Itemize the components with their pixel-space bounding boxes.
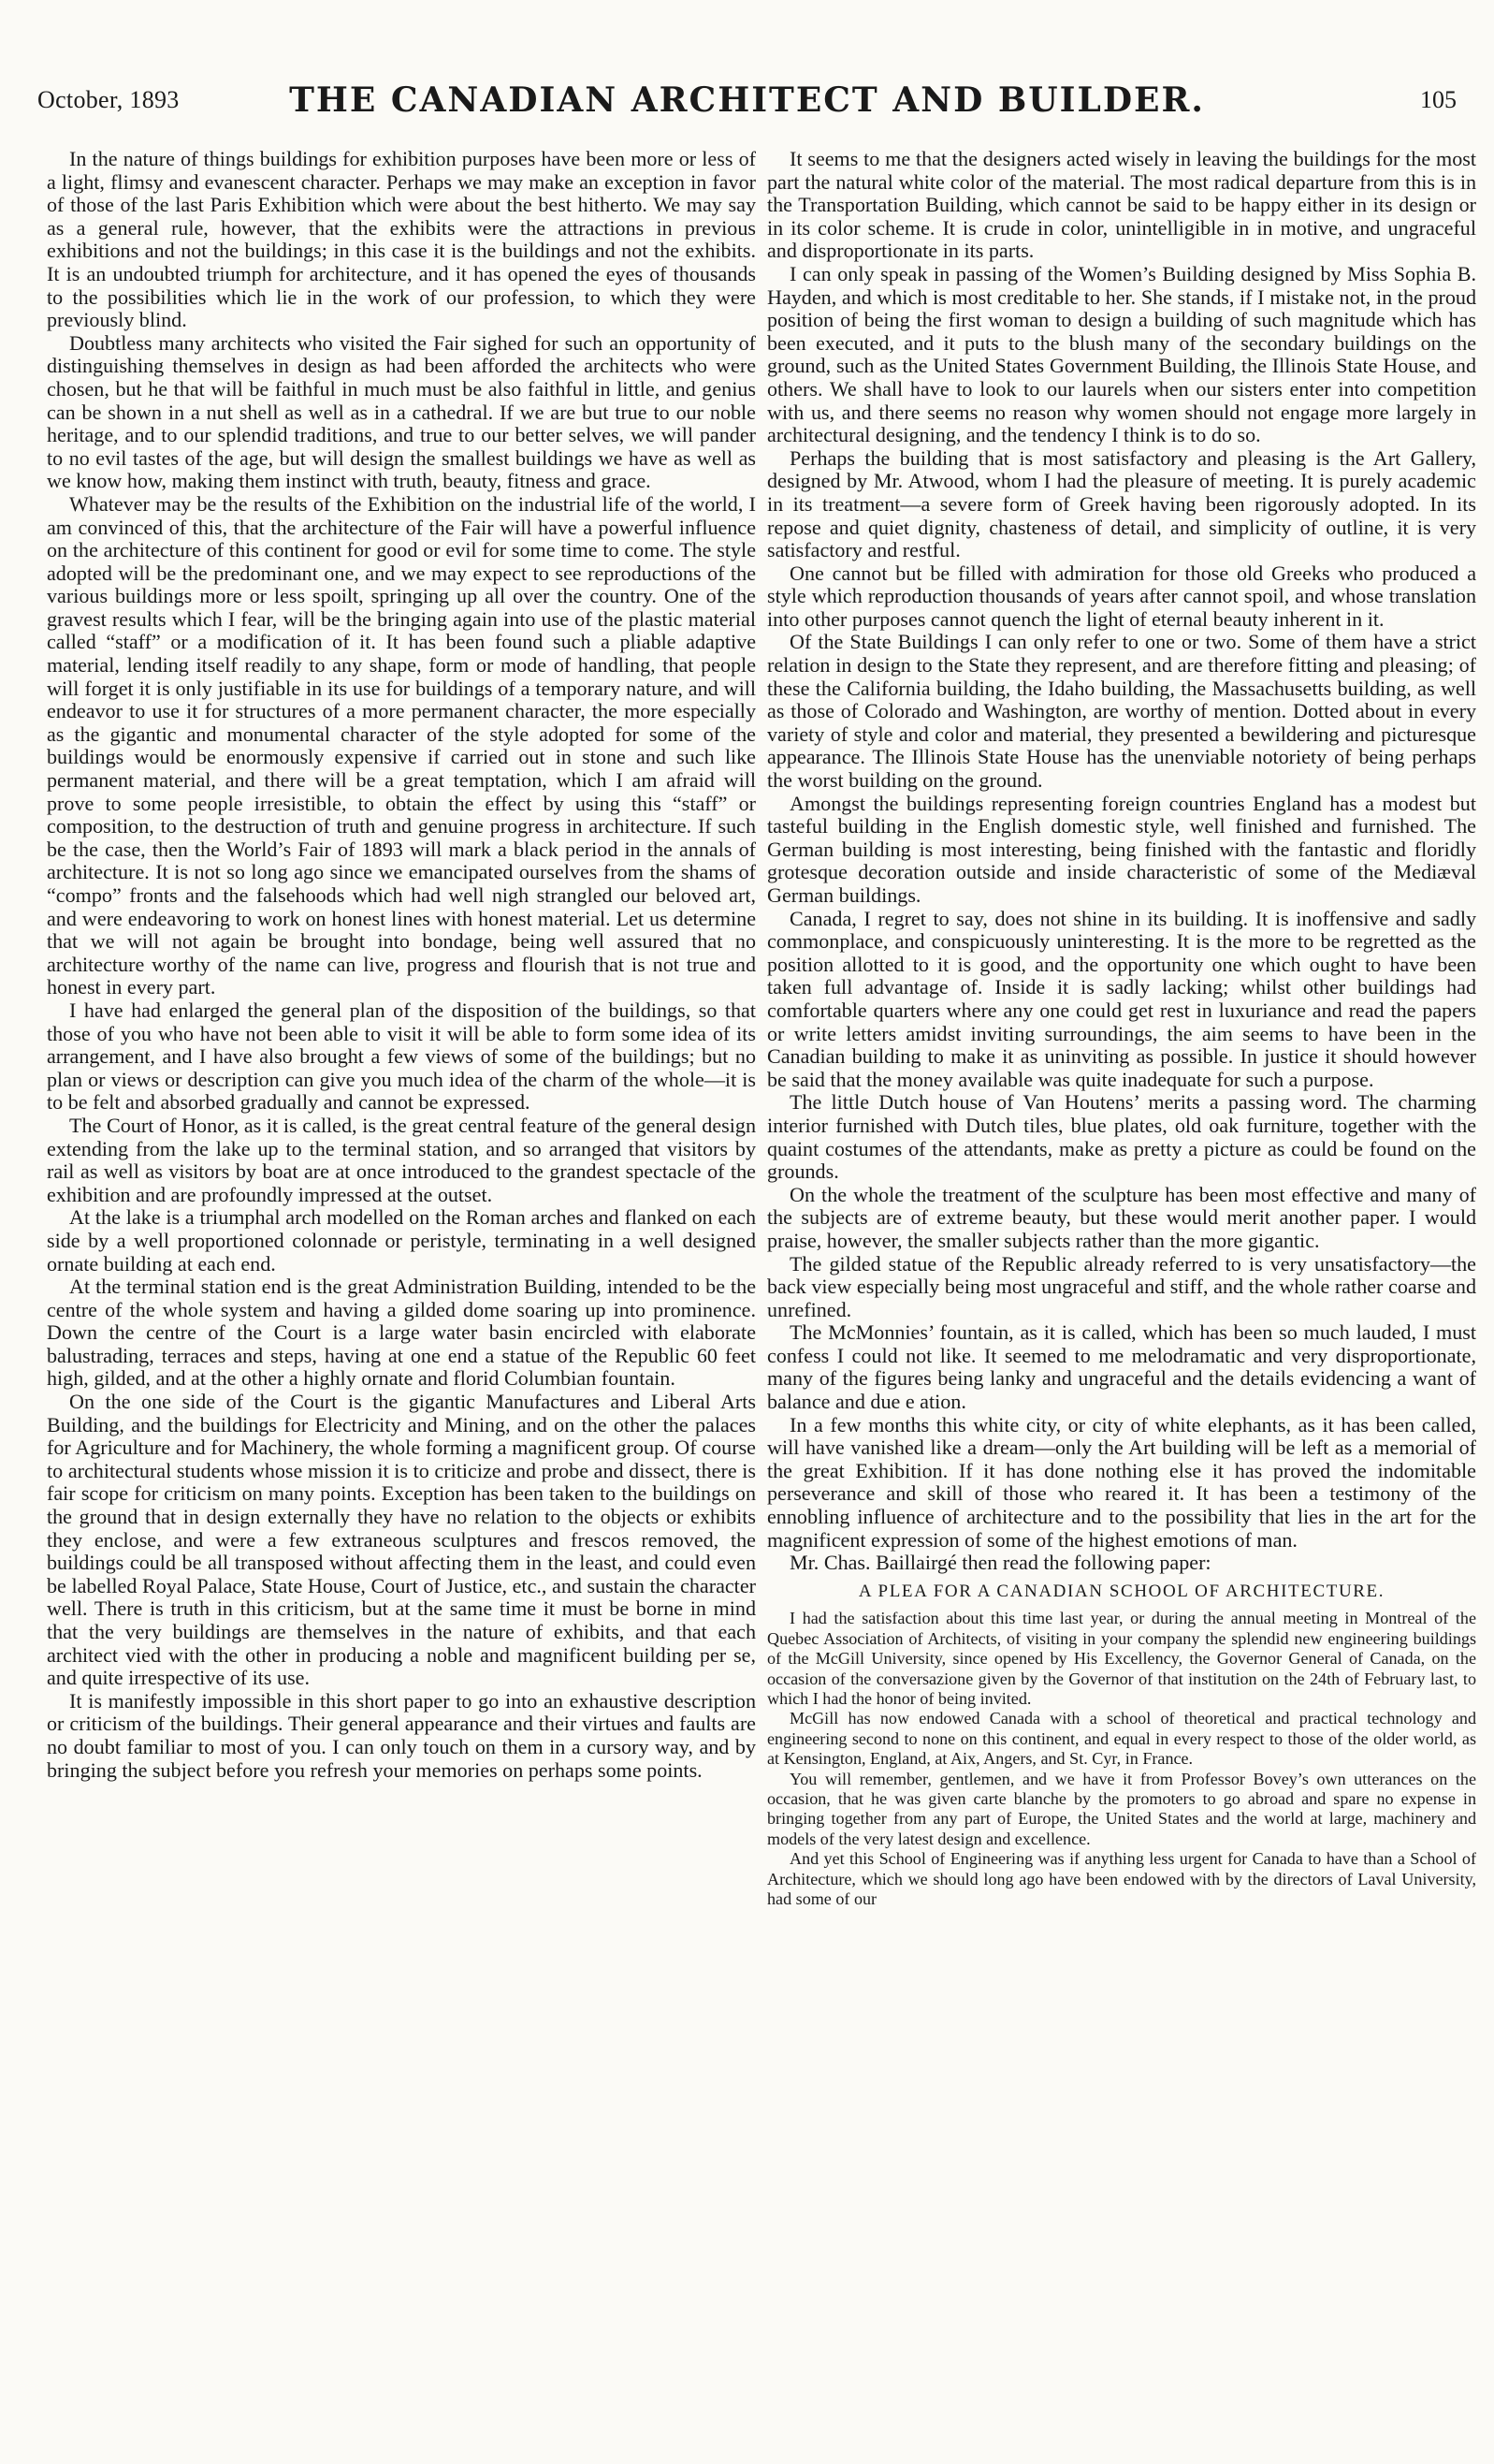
paragraph: Of the State Buildings I can only refer to one or two. Some of them have a strict relation in design to the State they represent, and are therefore fitting and pleasing; of these the California building, the Idaho building, the Massachusetts building, as well as those of Colorado and Washington, are worthy of mention. Dotted about in every variety of style and color and material, they presented a bewildering and picturesque appearance. The Illinois State House has the unenviable notoriety of being perhaps the worst building on the ground.: [767, 630, 1476, 793]
paragraph: It is manifestly impossible in this short paper to go into an exhaustive description or criticism of the buildings. Their general appearance and their virtues and faults are no doubt familiar to most of you. I can only touch on them in a cursory way, and by bringing the subject before you refresh your memories on perhaps some points.: [47, 1688, 756, 1782]
paragraph: On the one side of the Court is the gigantic Manufactures and Liberal Arts Building, and the buildings for Electricity and Mining, and on the other the palaces for Agriculture and for Machinery, the whole forming a magnificent group. Of course to architectural students whose mission it is to criticize and probe and dissect, there is fair scope for criticism on many points. Exception has been taken to the buildings on the ground that in design externally they have no relation to the objects or exhibits they enclose, and were a few extraneous sculptures and frescos removed, the buildings could be all transposed without affecting them in the least, and could even be labelled Royal Palace, State House, Court of Justice, etc., and sustain the character well. There is truth in this criticism, but at the same time it must be borne in mind that the very buildings are themselves in the nature of exhibits, and that each architect vied with the other in producing a noble and magnificent building per se, and quite irrespective of its use.: [47, 1390, 756, 1690]
paragraph: I can only speak in passing of the Women’s Building designed by Miss Sophia B. Hayden, and which is most creditable to her. She stands, if I mistake not, in the proud position of being the first woman to design a building of such magnitude which has been executed, and it puts to the blush many of the secondary buildings on the ground, such as the United States Government Building, the Illinois State House, and others. We shall have to look to our laurels when our sisters enter into competition with us, and there seems no reason why women should not engage more largely in architectural designing, and the tendency I think is to do so.: [767, 261, 1476, 447]
paragraph: Doubtless many architects who visited the Fair sighed for such an opportunity of distinguishing themselves in design as had been afforded the architects who were chosen, but he that will be faithful in much must be also faithful in little, and genius can be shown in a nut shell as well as in a cathedral. If we are but true to our noble heritage, and to our splendid traditions, and true to our better selves, we will pander to no evil tastes of the age, but will design the smallest buildings we have as well as we know how, making them instinct with truth, beauty, fitness and grace.: [47, 330, 756, 493]
masthead-title: THE CANADIAN ARCHITECT AND BUILDER.: [289, 80, 1205, 120]
paragraph: It seems to me that the designers acted wisely in leaving the buildings for the most part the natural white color of the material. The most radical departure from this is in the Transportation Building, which cannot be said to be happy either in its design or in its color scheme. It is crude in color, unintelligible in in motive, and ungraceful and disproportionate in its parts.: [767, 148, 1476, 263]
paragraph: Perhaps the building that is most satisfactory and pleasing is the Art Gallery, designed by Mr. Atwood, whom I had the pleasure of meeting. It is purely academic in its treatment—a severe form of Greek having been rigorously adopted. In its repose and quiet dignity, chasteness of detail, and simplicity of outline, it is very satisfactory and restful.: [767, 445, 1476, 562]
paragraph: The little Dutch house of Van Houtens’ merits a passing word. The charming interior furnished with Dutch tiles, blue plates, old oak furniture, together with the quaint costumes of the attendants, make as pretty a picture as could be found on the grounds.: [767, 1090, 1476, 1184]
paragraph: The McMonnies’ fountain, as it is called, which has been so much lauded, I must confess I could not like. It seemed to me melodramatic and very disproportionate, many of the figures being lanky and ungraceful and the details evidencing a want of balance and due e ation.: [767, 1320, 1476, 1414]
paragraph: At the terminal station end is the great Administration Building, intended to be the centre of the whole system and having a gilded dome soaring up into prominence. Down the centre of the Court is a large water basin encircled with elaborate balustrading, terraces and steps, having at one end a statue of the Republic 60 feet high, gilded, and at the other a highly ornate and florid Columbian fountain.: [47, 1275, 756, 1391]
paragraph: I have had enlarged the general plan of the disposition of the buildings, so that those of you who have not been able to visit it will be able to form some idea of its arrangement, and I have also brought a few views of some of the buildings; but no plan or views or description can give you much idea of the charm of the whole—it is to be felt and absorbed gradually and cannot be expressed.: [47, 998, 756, 1115]
page-header: [37, 80, 1457, 127]
paragraph: Amongst the buildings representing foreign countries England has a modest but tasteful building in the English domestic style, well finished and furnished. The German building is most interesting, being finished with the fantastic and floridly grotesque decoration outside and inside characteristic of some of the Mediæval German buildings.: [767, 791, 1476, 907]
issue-date: October, 1893: [37, 86, 180, 113]
paragraph: At the lake is a triumphal arch modelled on the Roman arches and flanked on each side by a well proportioned colonnade or peristyle, terminating in a well designed ornate building at each end.: [47, 1205, 756, 1276]
paragraph: Canada, I regret to say, does not shine in its building. It is inoffensive and sadly commonplace, and conspicuously uninteresting. It is the more to be regretted as the position allotted to it is good, and the opportunity one which ought to have been taken full advantage of. Inside it is sadly lacking; whilst other buildings had comfortable quarters where any one could get rest in luxuriance and read the papers or write letters amidst inviting surroundings, the aim seems to have been in the Canadian building to make it as uninviting as possible. In justice it should however be said that the money available was quite inadequate for such a purpose.: [767, 906, 1476, 1091]
paragraph: In the nature of things buildings for exhibition purposes have been more or less of a light, flimsy and evanescent character. Perhaps we may make an exception in favor of those of the last Paris Exhibition which were about the best hitherto. We may say as a general rule, however, that the exhibits were the attractions in previous exhibitions and not the buildings; in this case it is the buildings and not the exhibits. It is an undoubted triumph for architecture, and it has opened the eyes of thousands to the possibilities which lie in the work of our profession, to which they were previously blind.: [47, 148, 756, 332]
paper-body: [767, 1609, 1476, 1909]
paragraph: McGill has now endowed Canada with a school of theoretical and practical technology and engineering second to none on this continent, and equal in every respect to those of the older world, as at Kensington, England, at Aix, Angers, and St. Cyr, in France.: [767, 1709, 1476, 1769]
right-column: [767, 148, 1476, 2431]
paragraph: The Court of Honor, as it is called, is the great central feature of the general design extending from the lake up to the terminal station, and so arranged that visitors by rail as well as visitors by boat are at once introduced to the grandest spectacle of the exhibition and are profoundly impressed at the outset.: [47, 1113, 756, 1206]
paragraph: You will remember, gentlemen, and we have it from Professor Bovey’s own utterances on the occasion, that he was given carte blanche by the promoters to go abroad and spare no expense in bringing together from any part of Europe, the United States and the world at large, machinery and models of the very latest design and excellence.: [767, 1769, 1476, 1848]
paragraph: One cannot but be filled with admiration for those old Greeks who produced a style which reproduction thousands of years after cannot spoil, and whose translation into other purposes cannot quench the light of eternal beauty inherent in it.: [767, 561, 1476, 631]
paper-title: A PLEA FOR A CANADIAN SCHOOL OF ARCHITECTURE.: [858, 1581, 1385, 1601]
paragraph: And yet this School of Engineering was if anything less urgent for Canada to have than a School of Architecture, which we should long ago have been endowed with by the directors of Laval University, had some of our: [767, 1849, 1476, 1909]
paragraph: In a few months this white city, or city of white elephants, as it has been called, will have vanished like a dream—only the Art building will be left as a memorial of the great Exhibition. If it has done nothing else it has proved the indomitable perseverance and skill of those who reared it. It has been a testimony of the ennobling influence of architecture and to the possibility that lies in the art for the magnificent expression of some of the highest emotions of man.: [767, 1412, 1476, 1552]
page-number: 105: [1420, 86, 1457, 113]
paragraph: Mr. Chas. Baillairgé then read the following paper:: [790, 1551, 1211, 1575]
paragraph: Whatever may be the results of the Exhibition on the industrial life of the world, I am convinced of this, that the architecture of the Fair will have a powerful influence on the architecture of this continent for good or evil for some time to come. The style adopted will be the predominant one, and we may expect to see reproductions of the various buildings more or less spoilt, springing up all over the country. One of the gravest results which I fear, will be the bringing again into use of the plastic material called “staff” or a modification of it. It has been found such a pliable adaptive material, lending itself readily to any shape, form or mode of handling, that people will forget it is only justifiable in its use for buildings of a temporary nature, and will endeavor to use it for structures of a more permanent character, the more especially as the gigantic and monumental character of the style adopted for some of the buildings would be enormously expensive if carried out in stone and such like permanent material, and there will be a great temptation, which I am afraid will prove to some people irresistible, to obtain the effect by using this “staff” or composition, to the destruction of truth and genuine progress in architecture. If such be the case, then the World’s Fair of 1893 will mark a black period in the annals of architecture. It is not so long ago since we emancipated ourselves from the shams of “compo” fronts and the falsehoods which had well nigh strangled our beloved art, and were endeavoring to work on honest lines with honest material. Let us determine that we will not again be brought into bondage, being well assured that no architecture worthy of the name can live, progress and flourish that is not true and honest in every part.: [47, 491, 756, 999]
left-column: [47, 148, 756, 2431]
paragraph: On the whole the treatment of the sculpture has been most effective and many of the subjects are of extreme beauty, but these would merit another paper. I would praise, however, the smaller subjects rather than the more gigantic.: [767, 1182, 1476, 1252]
paragraph: The gilded statue of the Republic already referred to is very unsatisfactory—the back view especially being most ungraceful and stiff, and the whole rather coarse and unrefined.: [767, 1251, 1476, 1321]
paragraph: I had the satisfaction about this time last year, or during the annual meeting in Montreal of the Quebec Association of Architects, of visiting in your company the splendid new engineering buildings of the McGill University, since opened by His Excellency, the Governor General of Canada, on the occasion of the conversazione given by the Governor of that institution on the 24th of February last, to which I had the honor of being invited.: [767, 1609, 1476, 1709]
